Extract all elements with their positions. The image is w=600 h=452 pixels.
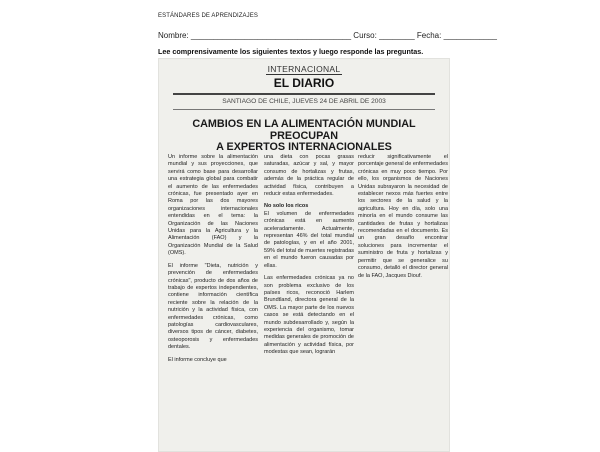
article-column-1 [168,154,258,449]
paragraph: Un informe sobre la alimentación mundial y sus proyecciones, que servirá como base para desarrollar una estrategia global para combatir el aumento de las enfermedades crónicas, fue presentado ayer en Roma por las dos mayores organizaciones internacionales entendidas en el tema: la Organización de las Naciones Unidas para la Agricultura y la Alimentación (FAO) y la Organización Mundial de la Salud (OMS). [168,154,258,257]
headline-line-2: A EXPERTOS INTERNACIONALES [216,141,392,153]
newspaper-section: INTERNACIONAL [267,64,341,74]
instructions: Lee comprensivamente los siguientes textos y luego responde las preguntas. [158,47,424,56]
article-column-3 [358,154,448,449]
worksheet-header: ESTÁNDARES DE APRENDIZAJES [158,13,258,19]
newspaper-masthead: EL DIARIO [273,76,335,90]
paragraph: El informe concluye que [168,356,227,363]
article-headline [159,119,449,154]
paragraph: una dieta con pocas grasas saturadas, azúcar y sal, y mayor consumo de hortalizas y frutas, además de la práctica regular de actividad física, contribuyen a reducir estas enfermedades. [264,154,354,198]
paragraph: El informe "Dieta, nutrición y prevención de enfermedades crónicas", producto de dos años de trabajo de expertos independientes, contiene información científica reciente sobre la relación de la nutrición y la actividad física, con enfermedades crónicas, como patologías cardiovasculares, diversos tipos de cáncer, diabetes, osteoporosis y enfermedades dentales. [168,262,258,351]
dateline-rule [173,109,435,110]
student-form-line: Nombre: ____________________________________ Curso: ________ Fecha: ____________ [158,31,497,40]
subheading: No solo los ricos [264,203,309,210]
paragraph: Las enfermedades crónicas ya no son problema exclusivo de los países ricos, reconoció Harlem Brundtland, directora general de la OMS. La mayor parte de los nuevos casos se está detectando en el mundo subdesarrollado y, según la experiencia del organismo, tomar medidas generales de promoción de alimentación y actividad física, por modestas que sean, lograrán [264,275,354,356]
headline-line-1: CAMBIOS EN LA ALIMENTACIÓN MUNDIAL PREOCUPAN [192,118,416,142]
section-underline [266,74,342,75]
newspaper-clipping [158,58,450,452]
paragraph: reducir significativamente el porcentaje general de enfermedades crónicas en muy poco tiempo. Por ello, los organismos de Naciones Unidas subrayaron la necesidad de establecer nexos más fuertes entre los sectores de la salud y la agricultura. Hoy en día, solo una minoría en el mundo consume las cantidades de frutas y hortalizas recomendadas en el documento. Es un gran desafío encontrar soluciones para incrementar el suministro de fruta y hortalizas y permitir que se generalice su consumo, detalló el director general de la FAO, Jacques Diouf. [358,154,448,279]
dateline: SANTIAGO DE CHILE, JUEVES 24 DE ABRIL DE 2003 [222,98,386,105]
article-column-2 [264,154,354,449]
masthead-rule [173,93,435,95]
paragraph: El volumen de enfermedades crónicas está en aumento aceleradamente. Actualmente, representan 46% del total mundial de patologías, y en el año 2001, 59% del total de muertes registradas en el mundo fueron causadas por ellas. [264,210,354,269]
